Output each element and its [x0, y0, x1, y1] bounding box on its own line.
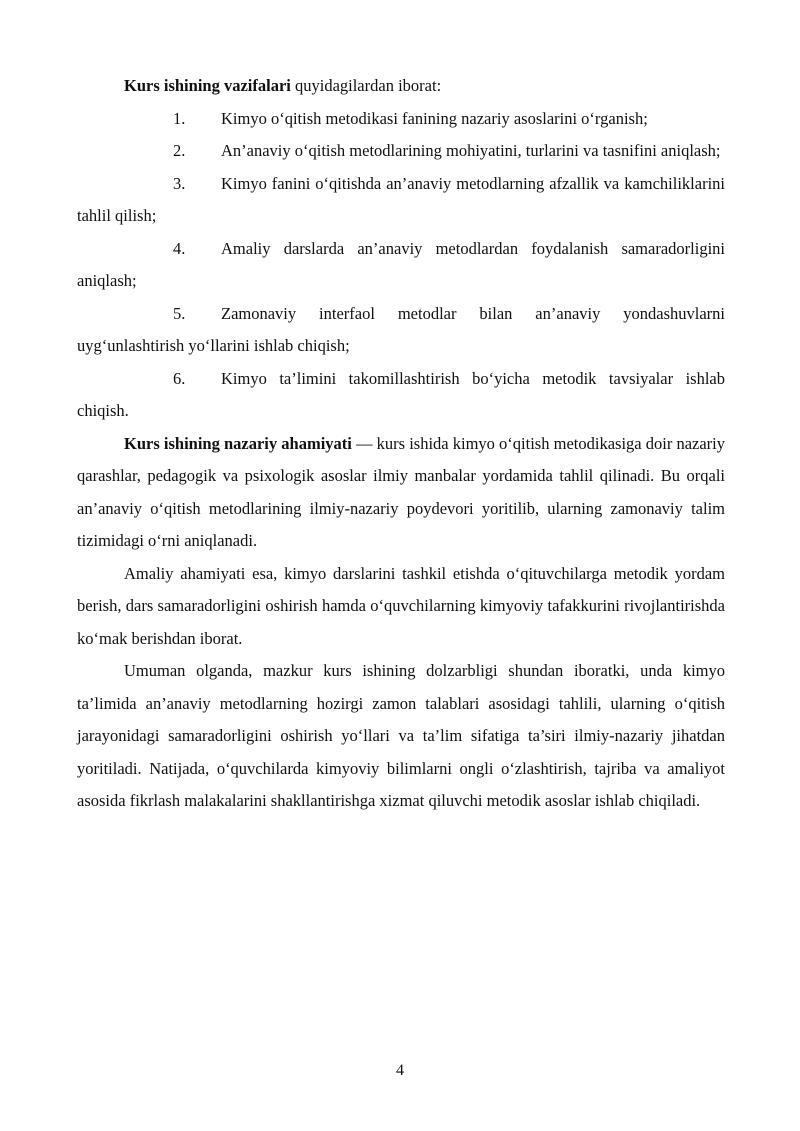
task-text: Kimyo fanini o‘qitishda an’anaviy metodlarning afzallik va kamchiliklarini tahlil qilish; [77, 173, 725, 225]
document-body [77, 70, 725, 818]
task-item-3 [77, 168, 725, 233]
practical-significance-paragraph: Amaliy ahamiyati esa, kimyo darslarini tashkil etishda o‘qituvchilarga metodik yordam berish, dars samaradorligini oshirish hamda o‘quvchilarning kimyoviy tafakkurini rivojlantirishda ko‘mak berishdan iborat. [77, 563, 725, 648]
task-item-1 [77, 103, 725, 136]
conclusion-paragraph: Umuman olganda, mazkur kurs ishining dolzarbligi shundan iboratki, unda kimyo ta’limida an’anaviy metodlarning hozirgi zamon talablari asosidagi tahlili, ularning o‘qitish jarayonidagi samaradorligini oshirish yo‘llari va ta’lim sifatiga ta’siri ilmiy-nazariy jihatdan yoritiladi. Natijada, o‘quvchilarda kimyoviy bilimlarni ongli o‘zlashtirish, tajriba va amaliyot asosida fikrlash malakalarini shakllantirishga xizmat qiluvchi metodik asoslar ishlab chiqiladi. [77, 661, 725, 810]
task-item-5 [77, 298, 725, 363]
task-text: Zamonaviy interfaol metodlar bilan an’anaviy yondashuvlarni uyg‘unlashtirish yo‘llarini ishlab chiqish; [77, 303, 725, 355]
theoretical-significance-paragraph [77, 428, 725, 558]
task-number: 1. [173, 108, 186, 128]
task-number: 2. [173, 141, 186, 160]
task-text: Kimyo ta’limini takomillashtirish bo‘yicha metodik tavsiyalar ishlab chiqish. [77, 368, 725, 420]
task-text: An’anaviy o‘qitish metodlarining mohiyatini, turlarini va tasnifini aniqlash; [221, 141, 721, 160]
tasks-intro-paragraph [77, 70, 725, 103]
task-text: Kimyo o‘qitish metodikasi fanining nazariy asoslarini o‘rganish; [221, 108, 648, 128]
tasks-heading: Kurs ishining vazifalari [124, 76, 291, 95]
page-number: 4 [396, 1062, 404, 1079]
theoretical-significance-heading: Kurs ishining nazariy ahamiyati [124, 433, 352, 453]
task-item-4 [77, 233, 725, 298]
task-text: Amaliy darslarda an’anaviy metodlardan foydalanish samaradorligini aniqlash; [77, 238, 725, 290]
theoretical-significance-text: — kurs ishida kimyo o‘qitish metodikasiga doir nazariy qarashlar, pedagogik va psixologik asoslar ilmiy manbalar yordamida tahlil qilinadi. Bu orqali an’anaviy o‘qitish metodlarining ilmiy-nazariy poydevori yoritilib, ularning zamonaviy talim tizimidagi o‘rni aniqlanadi. [77, 433, 725, 550]
task-item-2 [77, 135, 725, 168]
tasks-intro-text: quyidagilardan iborat: [290, 76, 442, 95]
task-item-6 [77, 363, 725, 428]
task-number: 3. [173, 173, 186, 193]
task-number: 4. [173, 238, 186, 258]
task-number: 5. [173, 303, 186, 323]
task-number: 6. [173, 368, 186, 388]
